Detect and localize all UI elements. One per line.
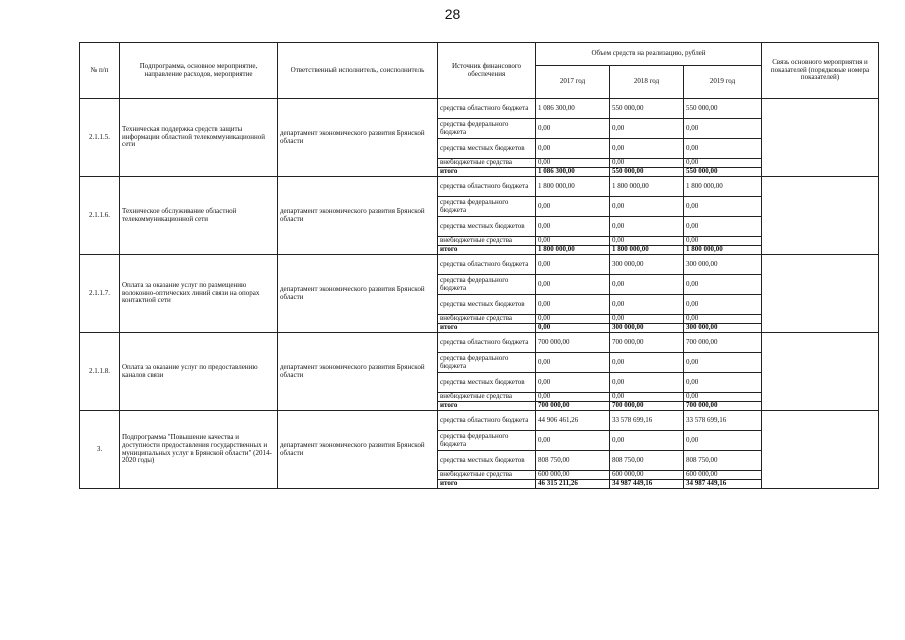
amount-cell: 1 800 000,00 xyxy=(536,177,610,197)
amount-cell: 1 086 300,00 xyxy=(536,168,610,177)
header-year-2017: 2017 год xyxy=(536,66,610,99)
budget-table xyxy=(79,42,879,489)
amount-cell: 33 578 699,16 xyxy=(684,411,762,431)
amount-cell: 700 000,00 xyxy=(536,333,610,353)
amount-cell: 0,00 xyxy=(684,197,762,217)
amount-cell: 808 750,00 xyxy=(610,451,684,471)
funding-source: средства федерального бюджета xyxy=(438,431,536,451)
indicator-link xyxy=(762,255,879,333)
amount-cell: 0,00 xyxy=(610,373,684,393)
amount-cell: 1 086 300,00 xyxy=(536,99,610,119)
amount-cell: 0,00 xyxy=(536,119,610,139)
amount-cell: 300 000,00 xyxy=(610,324,684,333)
amount-cell: 700 000,00 xyxy=(610,333,684,353)
amount-cell: 0,00 xyxy=(610,431,684,451)
amount-cell: 550 000,00 xyxy=(610,99,684,119)
header-source: Источник финансового обеспечения xyxy=(438,43,536,99)
amount-cell: 300 000,00 xyxy=(684,255,762,275)
amount-cell: 0,00 xyxy=(684,237,762,246)
funding-source: средства областного бюджета xyxy=(438,333,536,353)
funding-source: средства местных бюджетов xyxy=(438,295,536,315)
executor: департамент экономического развития Брянской области xyxy=(278,333,438,411)
funding-source: средства федерального бюджета xyxy=(438,353,536,373)
page-number: 28 xyxy=(444,6,461,22)
funding-source: средства федерального бюджета xyxy=(438,275,536,295)
amount-cell: 0,00 xyxy=(684,295,762,315)
amount-cell: 1 800 000,00 xyxy=(610,246,684,255)
amount-cell: 0,00 xyxy=(536,275,610,295)
amount-cell: 0,00 xyxy=(684,217,762,237)
amount-cell: 700 000,00 xyxy=(684,402,762,411)
program-name: Подпрограмма "Повышение качества и доступности предоставления государственных и муниципальных услуг в Брянской области" (2014-2020 годы) xyxy=(120,411,278,489)
header-year-2019: 2019 год xyxy=(684,66,762,99)
table-body xyxy=(80,99,879,489)
row-number: 3. xyxy=(80,411,120,489)
amount-cell: 0,00 xyxy=(536,139,610,159)
header-executor: Ответственный исполнитель, соисполнитель xyxy=(278,43,438,99)
funding-source: средства федерального бюджета xyxy=(438,197,536,217)
amount-cell: 300 000,00 xyxy=(610,255,684,275)
amount-cell: 0,00 xyxy=(684,431,762,451)
amount-cell: 0,00 xyxy=(536,255,610,275)
amount-cell: 0,00 xyxy=(684,393,762,402)
funding-source: средства местных бюджетов xyxy=(438,217,536,237)
amount-cell: 0,00 xyxy=(610,295,684,315)
amount-cell: 0,00 xyxy=(684,315,762,324)
amount-cell: 1 800 000,00 xyxy=(684,246,762,255)
amount-cell: 0,00 xyxy=(536,295,610,315)
table-row xyxy=(80,333,879,353)
amount-cell: 34 987 449,16 xyxy=(610,480,684,489)
amount-cell: 550 000,00 xyxy=(684,168,762,177)
funding-source: средства областного бюджета xyxy=(438,411,536,431)
amount-cell: 33 578 699,16 xyxy=(610,411,684,431)
amount-cell: 1 800 000,00 xyxy=(684,177,762,197)
amount-cell: 0,00 xyxy=(536,159,610,168)
funding-source: внебюджетные средства xyxy=(438,471,536,480)
funding-source: средства федерального бюджета xyxy=(438,119,536,139)
row-number: 2.1.1.7. xyxy=(80,255,120,333)
amount-cell: 44 906 461,26 xyxy=(536,411,610,431)
amount-cell: 0,00 xyxy=(684,353,762,373)
amount-cell: 1 800 000,00 xyxy=(536,246,610,255)
amount-cell: 0,00 xyxy=(610,119,684,139)
amount-cell: 600 000,00 xyxy=(610,471,684,480)
executor: департамент экономического развития Брянской области xyxy=(278,411,438,489)
amount-cell: 46 315 211,26 xyxy=(536,480,610,489)
indicator-link xyxy=(762,411,879,489)
amount-cell: 550 000,00 xyxy=(684,99,762,119)
amount-cell: 0,00 xyxy=(684,159,762,168)
amount-cell: 550 000,00 xyxy=(610,168,684,177)
table-row xyxy=(80,177,879,197)
row-number: 2.1.1.5. xyxy=(80,99,120,177)
amount-cell: 0,00 xyxy=(536,237,610,246)
indicator-link xyxy=(762,99,879,177)
funding-source: средства областного бюджета xyxy=(438,177,536,197)
amount-cell: 0,00 xyxy=(684,119,762,139)
amount-cell: 0,00 xyxy=(684,139,762,159)
table-row xyxy=(80,255,879,275)
funding-source: итого xyxy=(438,402,536,411)
amount-cell: 0,00 xyxy=(610,159,684,168)
amount-cell: 0,00 xyxy=(536,217,610,237)
amount-cell: 700 000,00 xyxy=(536,402,610,411)
funding-source: средства областного бюджета xyxy=(438,255,536,275)
funding-source: итого xyxy=(438,246,536,255)
amount-cell: 0,00 xyxy=(536,324,610,333)
funding-source: средства областного бюджета xyxy=(438,99,536,119)
amount-cell: 0,00 xyxy=(536,315,610,324)
amount-cell: 808 750,00 xyxy=(536,451,610,471)
funding-source: средства местных бюджетов xyxy=(438,373,536,393)
amount-cell: 34 987 449,16 xyxy=(684,480,762,489)
program-name: Техническая поддержка средств защиты информации областной телекоммуникационной сети xyxy=(120,99,278,177)
funding-source: внебюджетные средства xyxy=(438,315,536,324)
funding-source: внебюджетные средства xyxy=(438,237,536,246)
amount-cell: 0,00 xyxy=(610,275,684,295)
amount-cell: 0,00 xyxy=(610,139,684,159)
amount-cell: 0,00 xyxy=(610,353,684,373)
executor: департамент экономического развития Брянской области xyxy=(278,255,438,333)
amount-cell: 0,00 xyxy=(610,315,684,324)
funding-source: внебюджетные средства xyxy=(438,393,536,402)
table-row xyxy=(80,99,879,119)
amount-cell: 0,00 xyxy=(610,217,684,237)
header-link: Связь основного мероприятия и показателей (порядковые номера показателей) xyxy=(762,43,879,99)
program-name: Оплата за оказание услуг по размещению волоконно-оптических линий связи на опорах контактной сети xyxy=(120,255,278,333)
amount-cell: 0,00 xyxy=(536,353,610,373)
amount-cell: 300 000,00 xyxy=(684,324,762,333)
header-volume: Объем средств на реализацию, рублей xyxy=(536,43,762,66)
amount-cell: 0,00 xyxy=(684,373,762,393)
amount-cell: 0,00 xyxy=(610,237,684,246)
funding-source: внебюджетные средства xyxy=(438,159,536,168)
funding-source: итого xyxy=(438,480,536,489)
header-program: Подпрограмма, основное мероприятие, направление расходов, мероприятие xyxy=(120,43,278,99)
amount-cell: 808 750,00 xyxy=(684,451,762,471)
amount-cell: 0,00 xyxy=(610,393,684,402)
amount-cell: 0,00 xyxy=(536,373,610,393)
funding-source: средства местных бюджетов xyxy=(438,451,536,471)
row-number: 2.1.1.6. xyxy=(80,177,120,255)
amount-cell: 0,00 xyxy=(536,197,610,217)
funding-source: итого xyxy=(438,324,536,333)
amount-cell: 700 000,00 xyxy=(610,402,684,411)
amount-cell: 0,00 xyxy=(684,275,762,295)
amount-cell: 0,00 xyxy=(536,431,610,451)
amount-cell: 0,00 xyxy=(536,393,610,402)
table-row xyxy=(80,411,879,431)
executor: департамент экономического развития Брянской области xyxy=(278,177,438,255)
indicator-link xyxy=(762,333,879,411)
program-name: Оплата за оказание услуг по предоставлению каналов связи xyxy=(120,333,278,411)
header-num: № п/п xyxy=(80,43,120,99)
amount-cell: 600 000,00 xyxy=(684,471,762,480)
amount-cell: 0,00 xyxy=(610,197,684,217)
executor: департамент экономического развития Брянской области xyxy=(278,99,438,177)
funding-source: итого xyxy=(438,168,536,177)
program-name: Техническое обслуживание областной телекоммуникационной сети xyxy=(120,177,278,255)
amount-cell: 1 800 000,00 xyxy=(610,177,684,197)
amount-cell: 700 000,00 xyxy=(684,333,762,353)
amount-cell: 600 000,00 xyxy=(536,471,610,480)
indicator-link xyxy=(762,177,879,255)
funding-source: средства местных бюджетов xyxy=(438,139,536,159)
header-year-2018: 2018 год xyxy=(610,66,684,99)
row-number: 2.1.1.8. xyxy=(80,333,120,411)
